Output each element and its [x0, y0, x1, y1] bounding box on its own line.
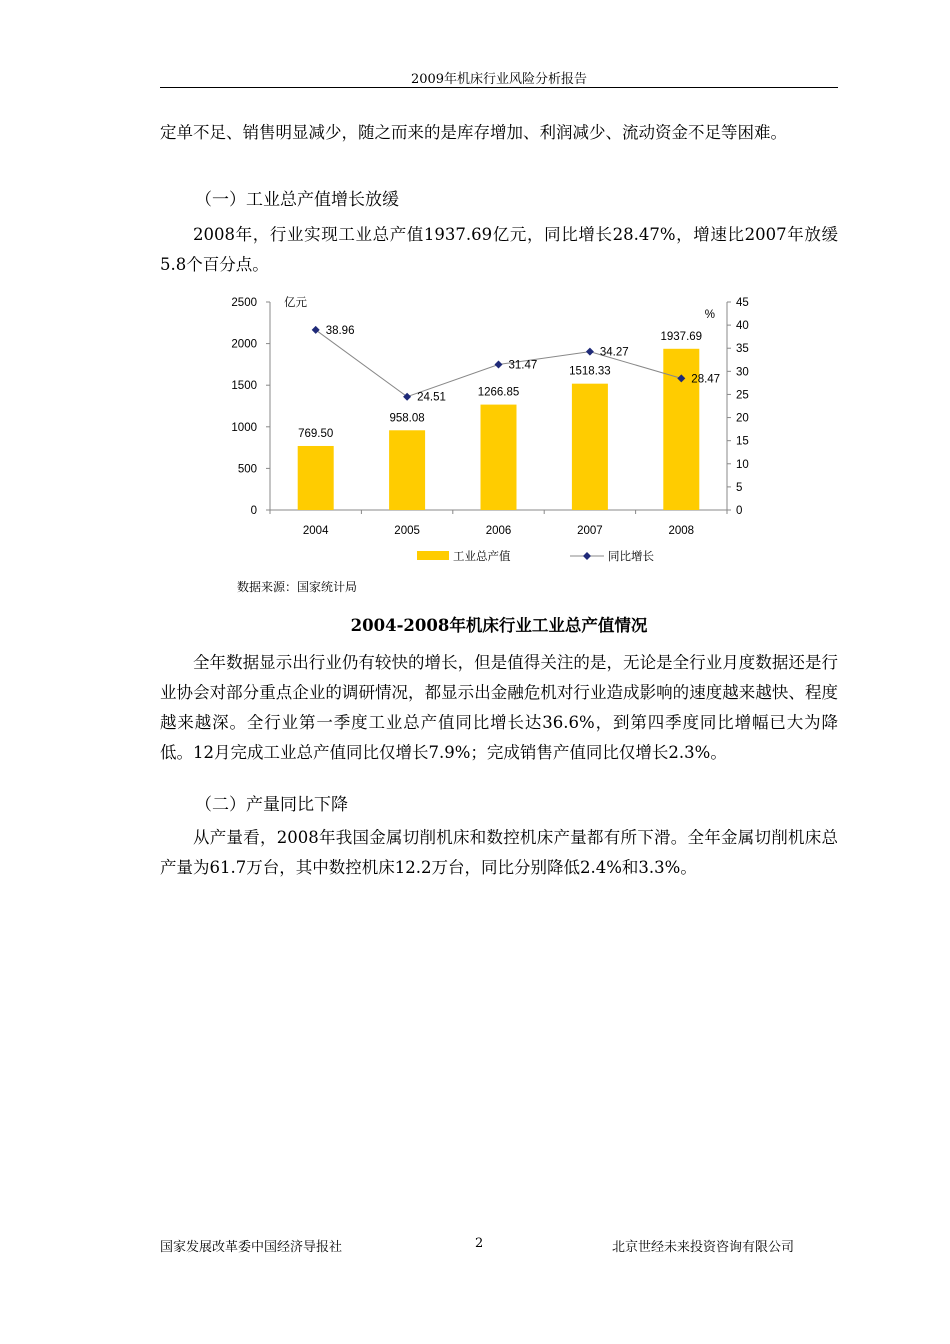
left-tick-label: 500 — [237, 463, 257, 476]
bar-value-label: 769.50 — [298, 427, 334, 440]
growth-point — [312, 326, 320, 334]
x-tick-label: 2004 — [302, 525, 329, 537]
right-tick-label: 5 — [736, 481, 743, 494]
page-number: 2 — [475, 1236, 484, 1251]
growth-value-label: 28.47 — [691, 373, 721, 386]
bar-value-label: 958.08 — [389, 412, 425, 425]
left-axis-unit: 亿元 — [284, 297, 307, 309]
growth-value-label: 38.96 — [325, 324, 355, 337]
left-tick-label: 2500 — [231, 297, 257, 309]
growth-value-label: 34.27 — [599, 346, 629, 359]
growth-point — [403, 393, 411, 401]
bar-value-label: 1266.85 — [477, 386, 520, 399]
bar-value-label: 1937.69 — [660, 330, 703, 343]
right-tick-label: 20 — [736, 412, 749, 425]
right-tick-label: 15 — [736, 435, 749, 448]
paragraph-2: 2008年，行业实现工业总产值1937.69亿元，同比增长28.47%，增速比2007年放缓5.8个百分点。 — [160, 225, 838, 274]
growth-point — [495, 361, 503, 369]
growth-point — [586, 348, 594, 356]
legend-label-line: 同比增长 — [608, 551, 654, 563]
legend-marker-line — [583, 552, 591, 560]
paragraph-3: 全年数据显示出行业仍有较快的增长，但是值得关注的是，无论是全行业月度数据还是行业协会对部分重点企业的调研情况，都显示出金融危机对行业造成影响的速度越来越快、程度越来越深。全行业第一季度工业总产值同比增长达36.6%，到第四季度同比增幅已大为降低。12月完成工业总产值同比仅增长7.9%；完成销售产值同比仅增长2.3%。 — [160, 653, 838, 762]
footer-right: 北京世经未来投资咨询有限公司 — [612, 1240, 795, 1255]
left-tick-label: 1000 — [231, 421, 257, 434]
left-tick-label: 2000 — [231, 338, 257, 351]
paragraph-1: 定单不足、销售明显减少，随之而来的是库存增加、利润减少、流动资金不足等困难。 — [160, 123, 787, 142]
right-tick-label: 30 — [736, 366, 749, 379]
x-tick-label: 2007 — [577, 525, 603, 537]
growth-value-label: 24.51 — [417, 391, 446, 404]
output-value-chart — [220, 290, 760, 575]
bar — [481, 405, 517, 510]
bar — [389, 430, 425, 510]
page-header: 2009年机床行业风险分析报告 — [410, 72, 588, 87]
chart-legend — [417, 549, 654, 563]
bar-series — [298, 331, 702, 510]
legend-label-bar: 工业总产值 — [453, 551, 511, 563]
footer-left: 国家发展改革委中国经济导报社 — [160, 1240, 343, 1255]
left-tick-label: 1500 — [231, 380, 257, 393]
right-tick-label: 0 — [736, 505, 743, 517]
growth-value-label: 31.47 — [508, 359, 538, 372]
right-tick-label: 45 — [736, 297, 749, 309]
right-tick-label: 25 — [736, 389, 749, 402]
x-tick-label: 2005 — [394, 525, 420, 537]
left-tick-label: 0 — [250, 505, 257, 517]
section-heading-1: （一）工业总产值增长放缓 — [195, 190, 399, 210]
right-tick-label: 35 — [736, 343, 749, 356]
section-heading-2: （二）产量同比下降 — [195, 795, 348, 815]
bar — [298, 446, 334, 510]
bar — [572, 384, 608, 510]
x-tick-label: 2008 — [668, 525, 695, 537]
right-axis-unit: % — [704, 309, 715, 321]
x-tick-label: 2006 — [485, 525, 512, 537]
paragraph-4: 从产量看，2008年我国金属切削机床和数控机床产量都有所下滑。全年金属切削机床总产量为61.7万台，其中数控机床12.2万台，同比分别降低2.4%和3.3%。 — [160, 828, 838, 877]
header-rule — [160, 87, 838, 88]
right-tick-label: 40 — [736, 320, 749, 333]
chart-caption: 2004-2008年机床行业工业总产值情况 — [350, 616, 648, 635]
legend-swatch-bar — [417, 551, 449, 560]
bar-value-label: 1518.33 — [569, 365, 611, 378]
right-tick-label: 10 — [736, 458, 749, 471]
data-source-note: 数据来源：国家统计局 — [237, 580, 358, 594]
